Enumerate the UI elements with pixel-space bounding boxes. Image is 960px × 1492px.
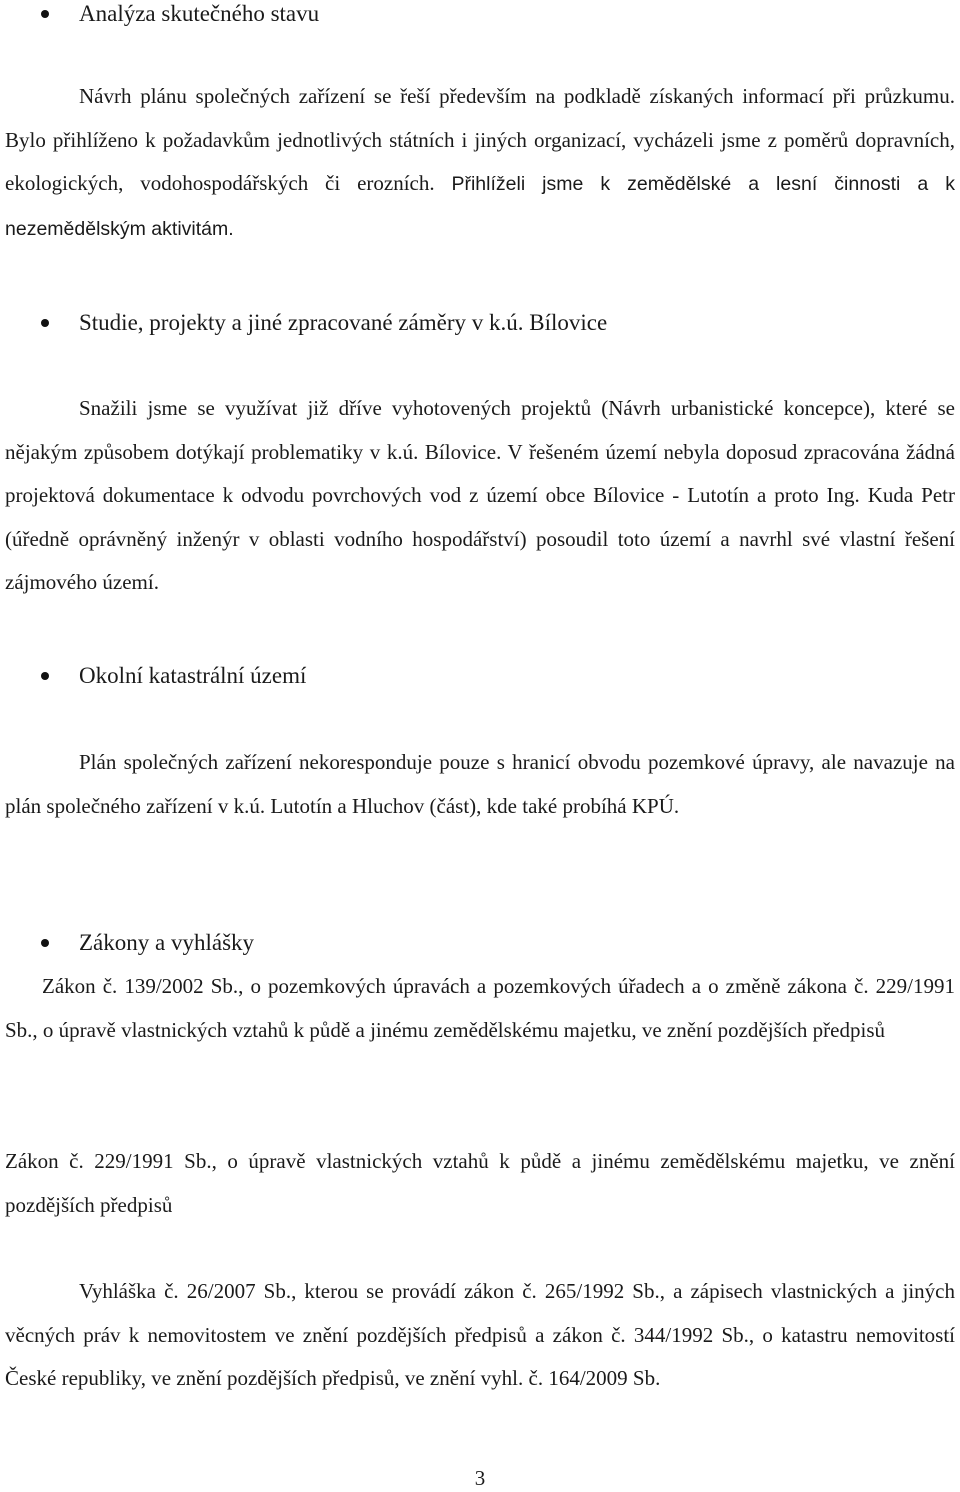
bullet-icon bbox=[41, 672, 49, 680]
paragraph-studie: Snažili jsme se využívat již dříve vyhotovených projektů (Návrh urbanistické koncepce), které se nějakým způsobem dotýkají problematiky v k.ú. Bílovice. V řešeném území nebyla doposud zpracována žádná projektová dokumentace k odvodu povrchových vod z území obce Bílovice - Lutotín a proto Ing. Kuda Petr (úředně oprávněný inženýr v oblasti vodního hospodářství) posoudil toto území a navrhl své vlastní řešení zájmového území. bbox=[5, 396, 955, 594]
bullet-icon bbox=[41, 10, 49, 18]
bullet-icon bbox=[41, 319, 49, 327]
page-number: 3 bbox=[474, 1466, 486, 1490]
heading-text: Okolní katastrální území bbox=[79, 663, 307, 688]
paragraph-vyhlaska-26: Vyhláška č. 26/2007 Sb., kterou se provádí zákon č. 265/1992 Sb., a zápisech vlastnických a jiných věcných práv k nemovitostem ve znění pozdějších předpisů a zákon č. 344/1992 Sb., o katastru nemovitostí České republiky, ve znění pozdějších předpisů, ve znění vyhl. č. 164/2009 Sb. bbox=[5, 1279, 955, 1390]
paragraph-zakon-139: Zákon č. 139/2002 Sb., o pozemkových úpravách a pozemkových úřadech a o změně zákona č. 229/1991 Sb., o úpravě vlastnických vztahů k půdě a jinému zemědělskému majetku, ve znění pozdějších předpisů bbox=[5, 974, 955, 1042]
paragraph-analyza bbox=[5, 75, 955, 251]
bullet-icon bbox=[41, 939, 49, 947]
heading-text: Studie, projekty a jiné zpracované záměry v k.ú. Bílovice bbox=[79, 310, 608, 335]
paragraph-text-sans: Přihlíželi jsme k zemědělské a lesní činnosti a k nezemědělským aktivitám. bbox=[5, 173, 956, 240]
heading-text: Analýza skutečného stavu bbox=[79, 1, 320, 26]
paragraph-zakon-229: Zákon č. 229/1991 Sb., o úpravě vlastnických vztahů k půdě a jinému zemědělskému majetku, ve znění pozdějších předpisů bbox=[5, 1149, 955, 1217]
paragraph-okolni: Plán společných zařízení nekoresponduje pouze s hranicí obvodu pozemkové úpravy, ale navazuje na plán společného zařízení v k.ú. Lutotín a Hluchov (část), kde také probíhá KPÚ. bbox=[5, 750, 955, 818]
paragraph-text: Návrh plánu společných zařízení se řeší především na podkladě získaných informací při průzkumu. Bylo přihlíženo k požadavkům jednotlivých státních i jiných organizací, vycházeli jsme z poměrů dopravních, ekologických, vodohospodářských či erozních. bbox=[5, 84, 955, 195]
heading-text: Zákony a vyhlášky bbox=[79, 930, 255, 955]
